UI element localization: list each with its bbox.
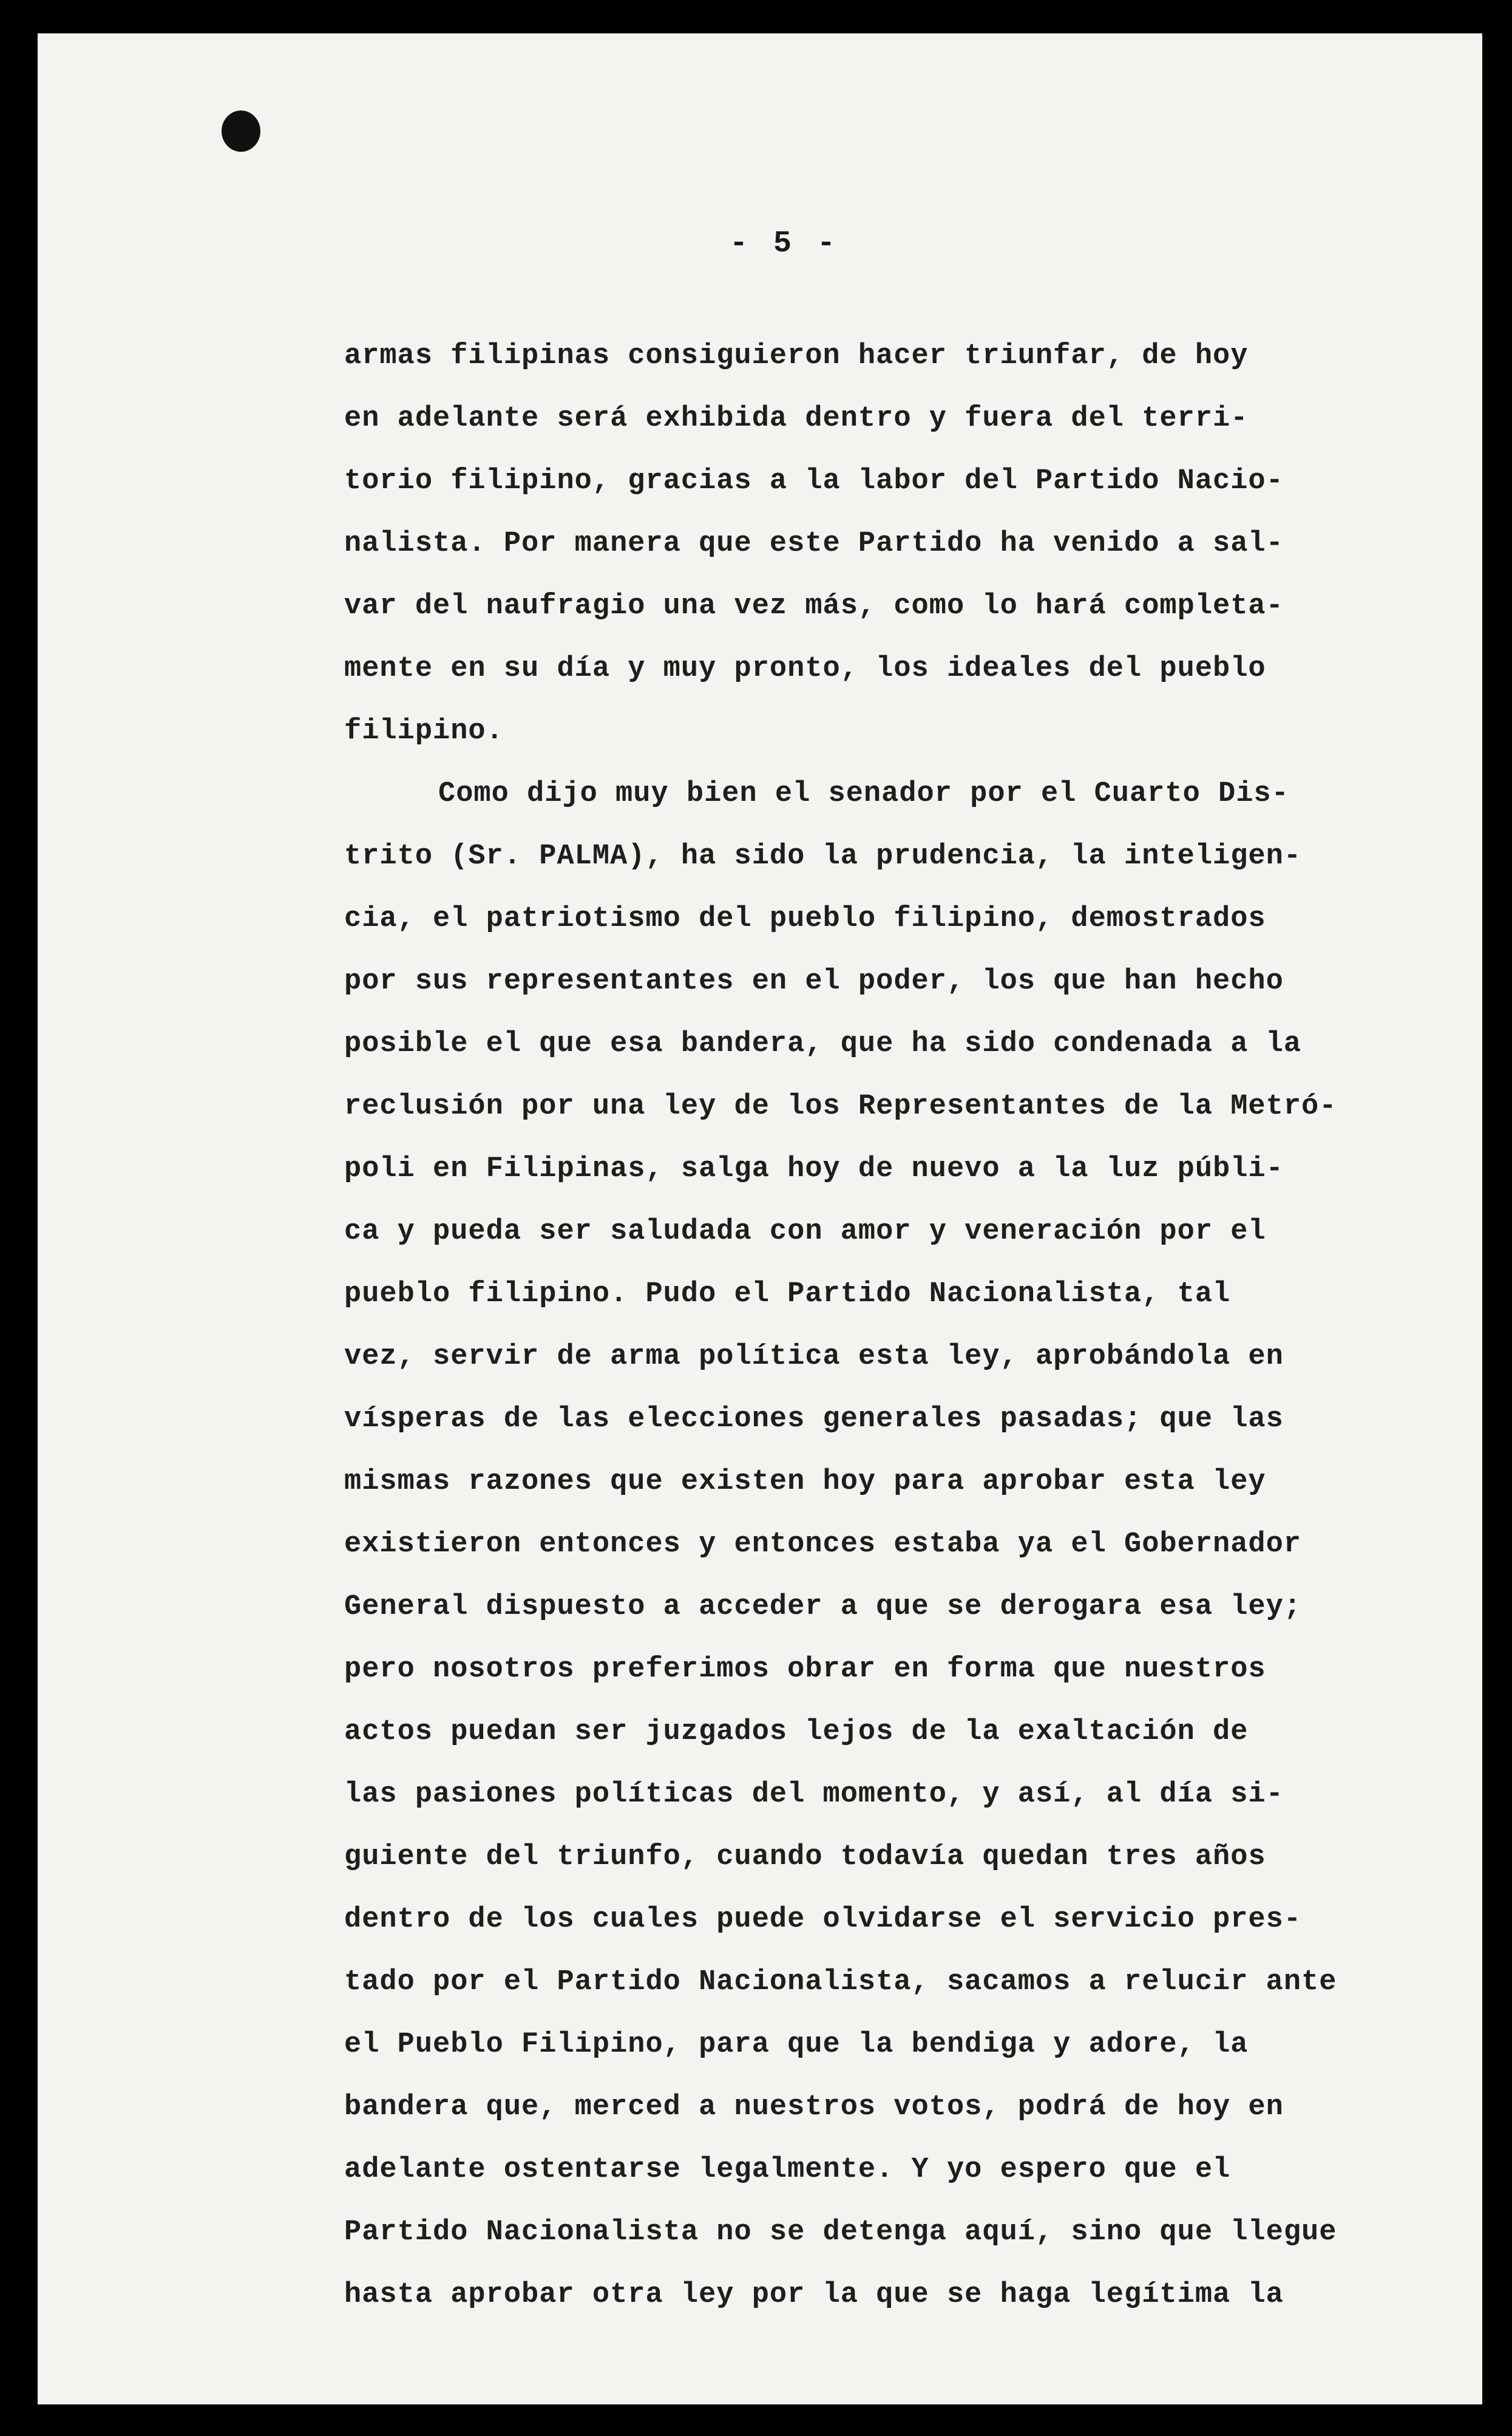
body-text bbox=[344, 325, 1425, 2326]
typewritten-page bbox=[38, 33, 1482, 2404]
text-line: pueblo filipino. Pudo el Partido Nacionalista, tal bbox=[344, 1278, 1231, 1310]
text-line: vísperas de las elecciones generales pasadas; que las bbox=[344, 1403, 1284, 1435]
text-line: dentro de los cuales puede olvidarse el servicio pres- bbox=[344, 1904, 1302, 1936]
page-number: - 5 - bbox=[729, 226, 839, 261]
text-line: mismas razones que existen hoy para aprobar esta ley bbox=[344, 1466, 1266, 1498]
text-line: filipino. bbox=[344, 715, 504, 747]
text-line: posible el que esa bandera, que ha sido condenada a la bbox=[344, 1028, 1302, 1060]
text-line: hasta aprobar otra ley por la que se haga legítima la bbox=[344, 2279, 1284, 2311]
text-line: var del naufragio una vez más, como lo hará completa- bbox=[344, 590, 1284, 622]
text-line: poli en Filipinas, salga hoy de nuevo a la luz públi- bbox=[344, 1153, 1284, 1185]
text-line: adelante ostentarse legalmente. Y yo espero que el bbox=[344, 2154, 1231, 2186]
text-line: existieron entonces y entonces estaba ya el Gobernador bbox=[344, 1528, 1302, 1560]
text-line: vez, servir de arma política esta ley, aprobándola en bbox=[344, 1341, 1284, 1373]
text-line: armas filipinas consiguieron hacer triunfar, de hoy bbox=[344, 340, 1249, 372]
ink-blot bbox=[222, 111, 260, 152]
text-line: actos puedan ser juzgados lejos de la exaltación de bbox=[344, 1716, 1249, 1748]
text-line: reclusión por una ley de los Representantes de la Metró- bbox=[344, 1090, 1337, 1123]
text-line: guiente del triunfo, cuando todavía quedan tres años bbox=[344, 1841, 1266, 1873]
text-line: bandera que, merced a nuestros votos, podrá de hoy en bbox=[344, 2091, 1284, 2123]
text-line: General dispuesto a acceder a que se derogara esa ley; bbox=[344, 1591, 1302, 1623]
text-line: por sus representantes en el poder, los que han hecho bbox=[344, 965, 1284, 998]
text-line: cia, el patriotismo del pueblo filipino, demostrados bbox=[344, 903, 1266, 935]
text-line: pero nosotros preferimos obrar en forma que nuestros bbox=[344, 1653, 1266, 1686]
text-line: Partido Nacionalista no se detenga aquí, sino que llegue bbox=[344, 2216, 1337, 2248]
text-line: Como dijo muy bien el senador por el Cuarto Dis- bbox=[438, 778, 1289, 810]
text-line: ca y pueda ser saludada con amor y veneración por el bbox=[344, 1216, 1266, 1248]
text-line: mente en su día y muy pronto, los ideales del pueblo bbox=[344, 653, 1266, 685]
text-line: en adelante será exhibida dentro y fuera del terri- bbox=[344, 403, 1249, 435]
text-line: nalista. Por manera que este Partido ha venido a sal- bbox=[344, 528, 1284, 560]
text-line: tado por el Partido Nacionalista, sacamos a relucir ante bbox=[344, 1966, 1337, 1998]
text-line: las pasiones políticas del momento, y así, al día si- bbox=[344, 1778, 1284, 1811]
text-line: trito (Sr. PALMA), ha sido la prudencia, la inteligen- bbox=[344, 840, 1302, 873]
text-line: el Pueblo Filipino, para que la bendiga y adore, la bbox=[344, 2029, 1249, 2061]
text-line: torio filipino, gracias a la labor del Partido Nacio- bbox=[344, 465, 1284, 497]
